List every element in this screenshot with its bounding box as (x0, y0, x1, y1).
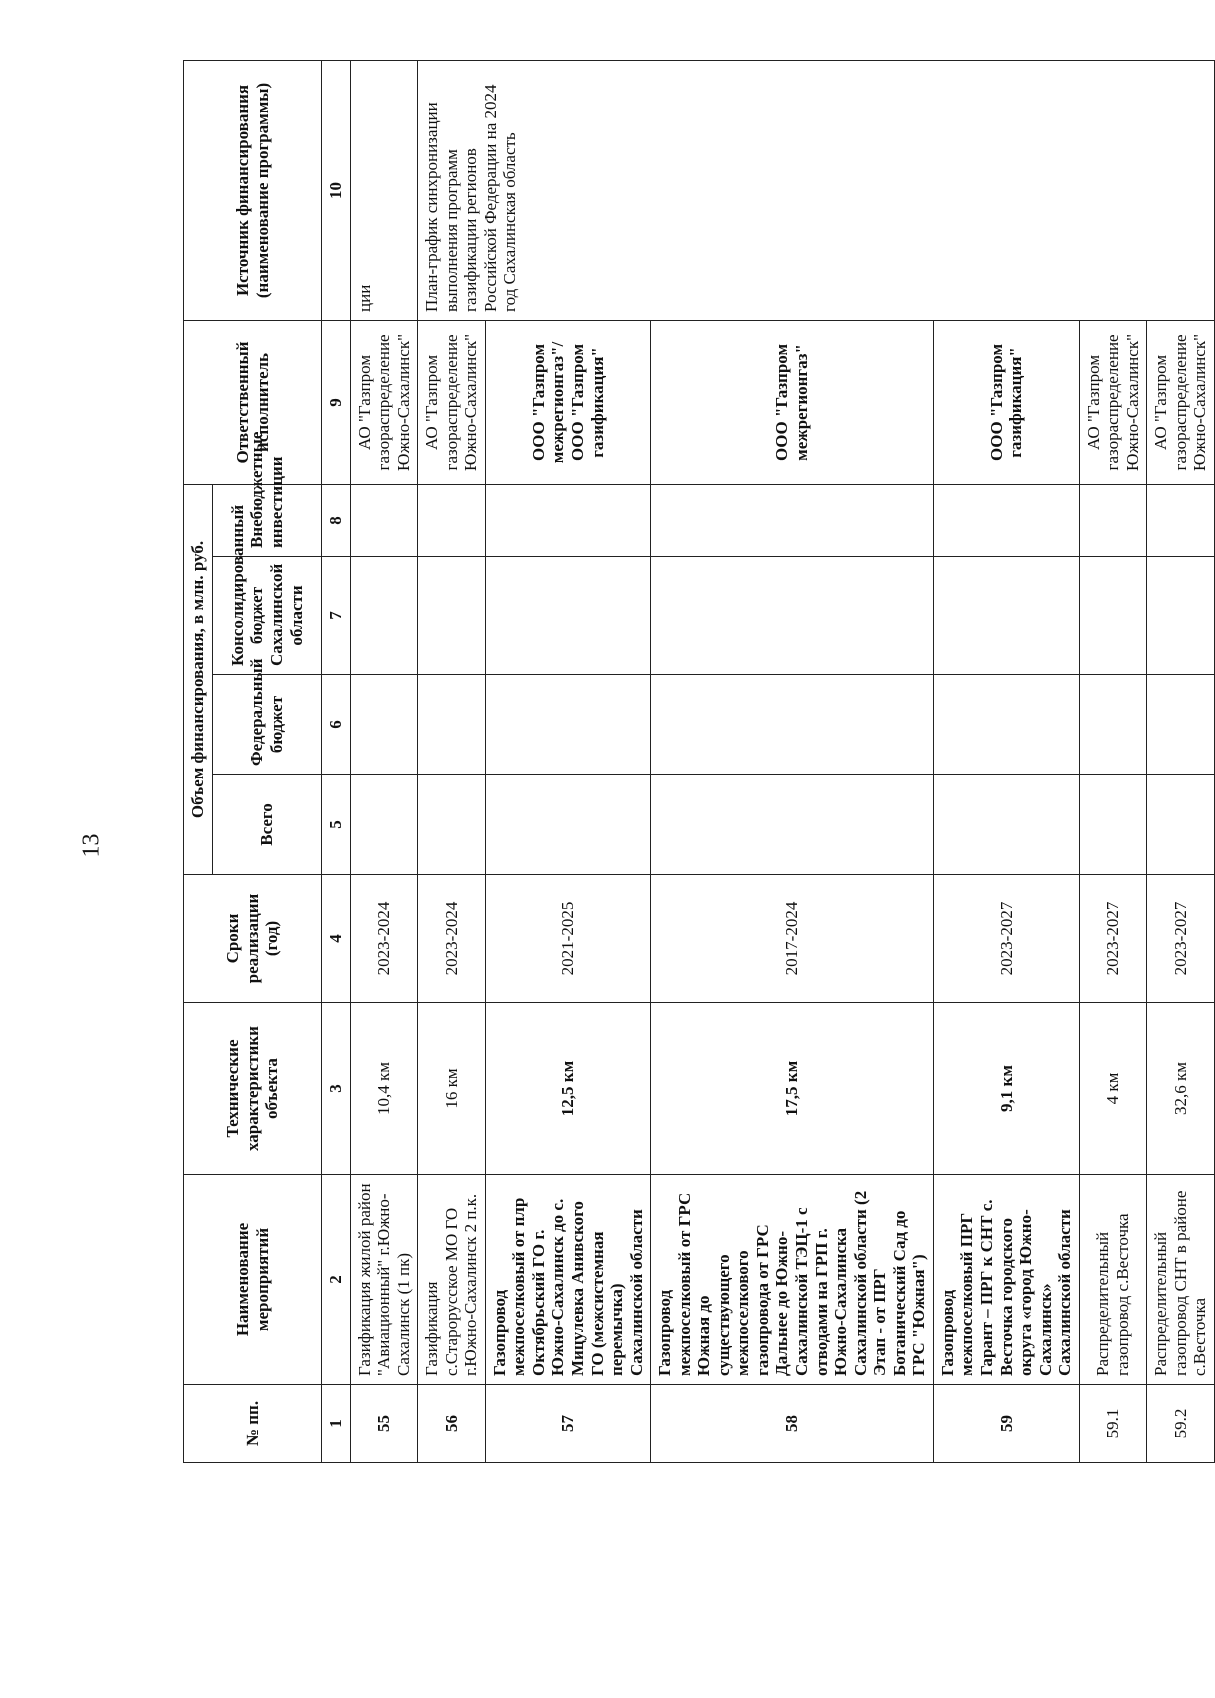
col-number: 3 (322, 1003, 351, 1175)
row-number: 59 (933, 1385, 1079, 1463)
row-responsible: ООО "Газпром газификация" (933, 320, 1079, 484)
row-total (933, 775, 1079, 875)
row-extra (485, 484, 650, 556)
row-name: Распределительный газопровод СНТ в районе с.Весточка (1147, 1175, 1215, 1385)
row-extra (350, 484, 418, 556)
row-responsible: АО "Газпром газораспределение Южно-Сахалинск" (1079, 320, 1147, 484)
row-consolidated (485, 557, 650, 675)
row-period: 2023-2027 (1079, 875, 1147, 1003)
row-extra (1147, 484, 1215, 556)
row-name: Газопровод межпоселковый от ГРС Южная до существующего межпоселкового газопровода от ГРС Дальнее до Южно-Сахалинской ТЭЦ-1 с отводами на ГРП г. Южно-Сахалинска Сахалинской области (2 Этап - от ПРГ Ботанический Сад до ГРС "Южная") (651, 1175, 934, 1385)
rotated-table-container (183, 61, 1210, 1463)
col-number: 5 (322, 775, 351, 875)
header-federal: Федеральный бюджет (213, 675, 322, 775)
header-volume-group: Объем финансирования, в млн. руб. (184, 484, 213, 874)
col-number: 1 (322, 1385, 351, 1463)
header-tech: Технические характеристики объекта (184, 1003, 322, 1175)
row-responsible: АО "Газпром газораспределение Южно-Сахалинск" (418, 320, 486, 484)
row-period: 2023-2027 (933, 875, 1079, 1003)
row-name: Газификация жилой район "Авиационный" г.Южно-Сахалинск (1 пк) (350, 1175, 418, 1385)
row-consolidated (350, 557, 418, 675)
row-responsible: АО "Газпром газораспределение Южно-Сахалинск" (1147, 320, 1215, 484)
row-total (1079, 775, 1147, 875)
row-federal (350, 675, 418, 775)
header-row (184, 60, 213, 1462)
row-source: План-график синхронизации выполнения программ газификации регионов Российской Федерации на 2024 год Сахалинская область (418, 60, 1215, 320)
row-extra (933, 484, 1079, 556)
row-total (651, 775, 934, 875)
row-consolidated (418, 557, 486, 675)
row-federal (1079, 675, 1147, 775)
header-total: Всего (213, 775, 322, 875)
row-federal (933, 675, 1079, 775)
header-responsible: Ответственный исполнитель (184, 320, 322, 484)
col-number: 6 (322, 675, 351, 775)
row-name: Газопровод межпоселковый от плр Октябрьский ГО г. Южно-Сахалинск до с. Мицулевка Анивского ГО (межсистемная перемычка) Сахалинской области (485, 1175, 650, 1385)
row-number: 59.2 (1147, 1385, 1215, 1463)
header-consolidated: Консолидированный бюджет Сахалинской области (213, 557, 322, 675)
col-number: 9 (322, 320, 351, 484)
row-total (1147, 775, 1215, 875)
row-number: 56 (418, 1385, 486, 1463)
row-period: 2023-2027 (1147, 875, 1215, 1003)
row-federal (485, 675, 650, 775)
row-total (418, 775, 486, 875)
row-responsible: ООО "Газпром межрегионгаз"/ ООО "Газпром газификация" (485, 320, 650, 484)
row-tech: 17,5 км (651, 1003, 934, 1175)
row-consolidated (651, 557, 934, 675)
row-consolidated (1147, 557, 1215, 675)
row-federal (418, 675, 486, 775)
row-period: 2017-2024 (651, 875, 934, 1003)
row-federal (651, 675, 934, 775)
row-tech: 32,6 км (1147, 1003, 1215, 1175)
col-number: 8 (322, 484, 351, 556)
header-source: Источник финансирования (наименование программы) (184, 60, 322, 320)
col-number: 2 (322, 1175, 351, 1385)
row-tech: 9,1 км (933, 1003, 1079, 1175)
row-extra (651, 484, 934, 556)
row-number: 59.1 (1079, 1385, 1147, 1463)
row-extra (1079, 484, 1147, 556)
row-source: ции (350, 60, 418, 320)
row-period: 2023-2024 (350, 875, 418, 1003)
row-tech: 16 км (418, 1003, 486, 1175)
column-number-row (322, 60, 351, 1462)
row-number: 55 (350, 1385, 418, 1463)
row-period: 2023-2024 (418, 875, 486, 1003)
row-consolidated (933, 557, 1079, 675)
row-federal (1147, 675, 1215, 775)
row-tech: 10,4 км (350, 1003, 418, 1175)
row-name: Распределительный газопровод с.Весточка (1079, 1175, 1147, 1385)
col-number: 10 (322, 60, 351, 320)
header-period: Сроки реализации (год) (184, 875, 322, 1003)
row-extra (418, 484, 486, 556)
row-number: 57 (485, 1385, 650, 1463)
row-tech: 12,5 км (485, 1003, 650, 1175)
row-name: Газопровод межпоселковый ПРГ Гарант – ПРГ к СНТ с. Весточка городского округа «город Южно-Сахалинск» Сахалинской области (933, 1175, 1079, 1385)
table-row (350, 60, 418, 1462)
row-consolidated (1079, 557, 1147, 675)
row-total (485, 775, 650, 875)
table-row (418, 60, 486, 1462)
row-responsible: АО "Газпром газораспределение Южно-Сахалинск" (350, 320, 418, 484)
col-number: 4 (322, 875, 351, 1003)
row-tech: 4 км (1079, 1003, 1147, 1175)
row-number: 58 (651, 1385, 934, 1463)
header-num: № пп. (184, 1385, 322, 1463)
row-responsible: ООО "Газпром межрегионгаз" (651, 320, 934, 484)
header-extra: Внебюджетные инвестиции (213, 484, 322, 556)
row-period: 2021-2025 (485, 875, 650, 1003)
header-name: Наименование мероприятий (184, 1175, 322, 1385)
page-number: 13 (78, 833, 105, 858)
financing-table (183, 60, 1215, 1463)
row-total (350, 775, 418, 875)
row-name: Газификация с.Старорусское МО ГО г.Южно-Сахалинск 2 п.к. (418, 1175, 486, 1385)
col-number: 7 (322, 557, 351, 675)
